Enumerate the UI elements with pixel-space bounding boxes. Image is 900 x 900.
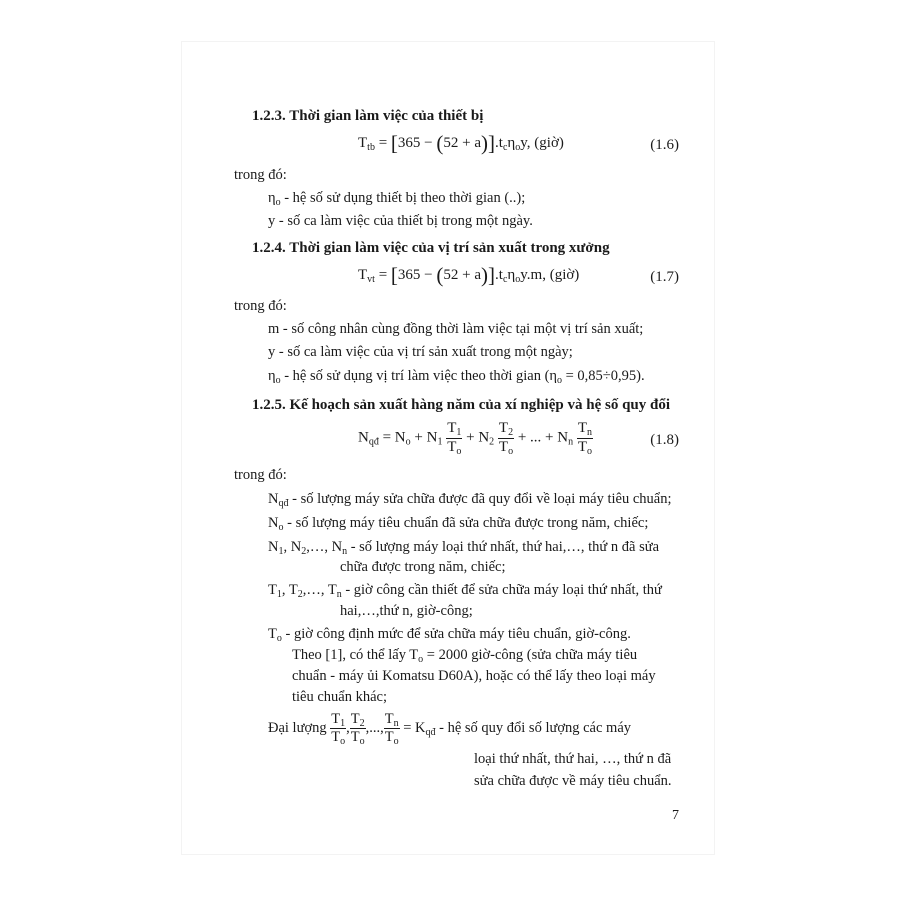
fraction-t2-to: $\frac{T_2}{T_o}$ (498, 420, 514, 457)
definition-n1-nn-continued: chữa được trong năm, chiếc; (340, 559, 506, 575)
definition-y: y - số ca làm việc của vị trí sản xuất trong một ngày; (268, 344, 573, 360)
where-label: trong đó: (234, 167, 287, 183)
fraction-t1-to: $\frac{T_1}{T_o}$ (447, 420, 462, 457)
where-label: trong đó: (234, 467, 287, 483)
equation-1-6: $T_{tb} = [365 - (52 + a)].t_c\eta_oy$, (giờ) (358, 131, 564, 155)
definition-t-o-continued-1: Theo [1], có thể lấy $T_o = 2000$ giờ-công (sửa chữa máy tiêu (292, 647, 638, 665)
conversion-coefficient-continued-2: sửa chữa được về máy tiêu chuẩn. (474, 773, 672, 789)
definition-n1-nn: $N_1$, $N_2,\dots$, $N_n$ - số lượng máy loại thứ nhất, thứ hai,…, thứ n đã sửa (268, 539, 660, 557)
section-heading-1-2-3: 1.2.3. Thời gian làm việc của thiết bị (252, 108, 484, 124)
section-heading-1-2-5: 1.2.5. Kế hoạch sản xuất hàng năm của xí nghiệp và hệ số quy đổi (252, 397, 671, 413)
page-number: 7 (672, 808, 679, 823)
where-label: trong đó: (234, 298, 287, 314)
conversion-coefficient-definition: Đại lượng $\frac{T_1}{T_o}$ , $\frac{T_2}{T_o}$ ,..., $\frac{T_n}{T_o}$ = $K_{qđ}$ - hệ số quy đổi số lượng các máy (268, 711, 632, 748)
definition-t-o-continued-3: tiêu chuẩn khác; (292, 689, 388, 705)
equation-1-7: $T_{vt} = [365 - (52 + a)].t_c\eta_oy.m$, (giờ) (358, 263, 580, 287)
equation-1-8: $N_{qđ} = N_o + N_1$ $\frac{T_1}{T_o}$ + $N_2$ $\frac{T_2}{T_o}$ + ... + $N_n$ $\frac{T_n}{T_o}$ (358, 420, 593, 457)
definition-eta-o: $\eta_o$ - hệ số sử dụng vị trí làm việc theo thời gian $(\eta_o = 0,85\div 0,95)$. (268, 368, 645, 386)
definition-m: m - số công nhân cùng đồng thời làm việc tại một vị trí sản xuất; (268, 321, 644, 337)
definition-n-qd: $N_{qđ}$ - số lượng máy sửa chữa được đã quy đổi về loại máy tiêu chuẩn; (268, 491, 672, 509)
definition-eta-o: $\eta_o$ - hệ số sử dụng thiết bị theo thời gian (..); (268, 190, 526, 208)
definition-t-o-continued-2: chuẩn - máy ủi Komatsu D60A), hoặc có thể lấy theo loại máy (292, 668, 656, 684)
definition-t-o: $T_o$ - giờ công định mức để sửa chữa máy tiêu chuẩn, giờ-công. (268, 626, 631, 644)
fraction-t2-to: $\frac{T_2}{T_o}$ (350, 711, 365, 748)
equation-number-1-8: (1.8) (650, 432, 679, 448)
equation-number-1-6: (1.6) (650, 137, 679, 153)
fraction-tn-to: $\frac{T_n}{T_o}$ (384, 711, 399, 748)
book-page (182, 42, 714, 854)
definition-t1-tn-continued: hai,…,thứ n, giờ-công; (340, 603, 473, 619)
definition-y: y - số ca làm việc của thiết bị trong một ngày. (268, 213, 533, 229)
definition-n-o: $N_o$ - số lượng máy tiêu chuẩn đã sửa chữa được trong năm, chiếc; (268, 515, 649, 533)
conversion-coefficient-continued-1: loại thứ nhất, thứ hai, …, thứ n đã (474, 751, 672, 767)
equation-number-1-7: (1.7) (650, 269, 679, 285)
fraction-t1-to: $\frac{T_1}{T_o}$ (331, 711, 346, 748)
fraction-tn-to: $\frac{T_n}{T_o}$ (577, 420, 593, 457)
definition-t1-tn: $T_1$, $T_2,\dots$, $T_n$ - giờ công cần thiết để sửa chữa máy loại thứ nhất, thứ (268, 582, 662, 600)
section-heading-1-2-4: 1.2.4. Thời gian làm việc của vị trí sản xuất trong xưởng (252, 240, 610, 256)
